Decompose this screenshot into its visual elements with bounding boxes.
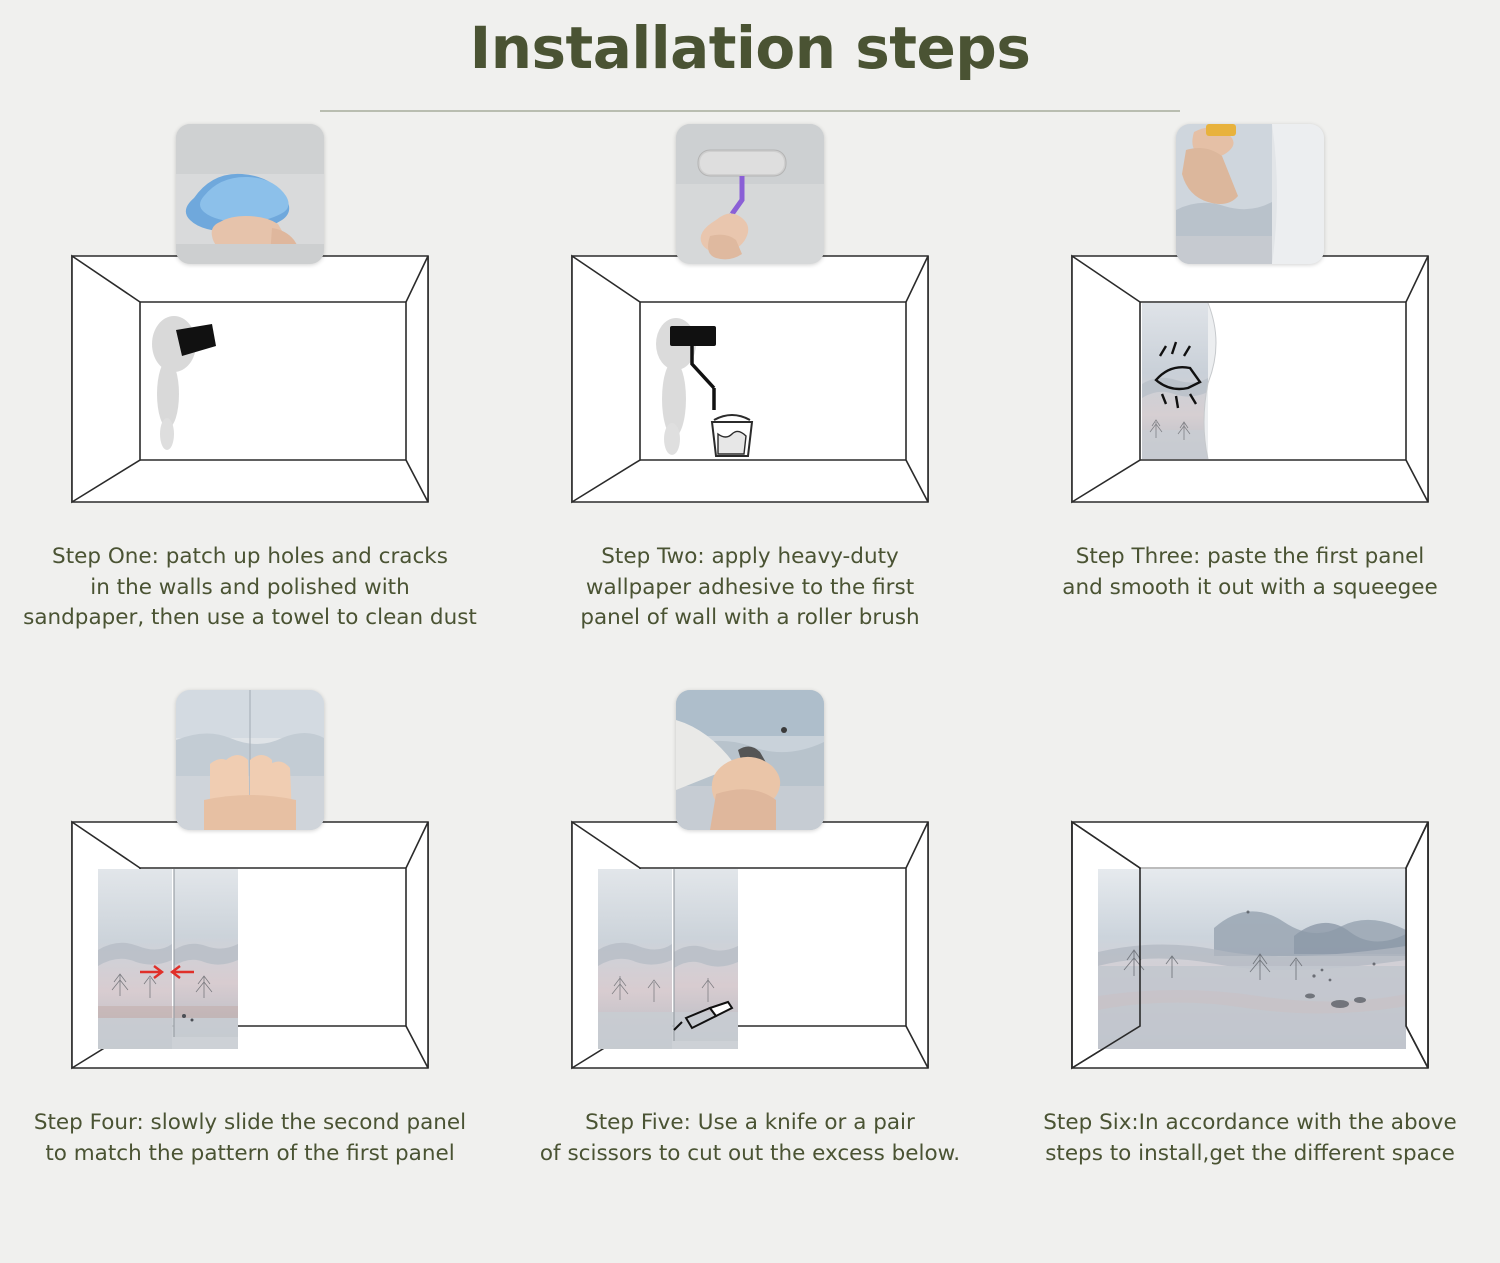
wallpaper-panels <box>598 869 738 1049</box>
wallpaper-panels <box>98 869 238 1049</box>
title-divider <box>320 110 1180 112</box>
caption-line: Step Three: paste the first panel <box>1075 544 1425 569</box>
caption-line: steps to install,get the different space <box>1045 1140 1455 1166</box>
caption-line: Step Two: apply heavy-duty <box>601 544 899 569</box>
step-three-thumbnail <box>1176 124 1324 264</box>
step-card-three <box>1000 124 1500 684</box>
step-card-two <box>500 124 1000 684</box>
step-two-thumbnail <box>676 124 824 264</box>
step-card-one <box>0 124 500 684</box>
step-five-thumbnail <box>676 690 824 830</box>
step-five-caption <box>500 1108 1000 1169</box>
room-outline-svg <box>1064 234 1436 524</box>
step-card-five <box>500 684 1000 1244</box>
caption-line: Step Four: slowly slide the second panel <box>33 1110 467 1135</box>
step-card-six <box>1000 684 1500 1244</box>
caption-line: Step One: patch up holes and cracks <box>52 544 448 569</box>
caption-line: Step Five: Use a knife or a pair <box>585 1110 915 1135</box>
step-card-four <box>0 684 500 1244</box>
first-wallpaper-panel <box>1142 303 1216 459</box>
steps-grid <box>0 124 1500 1244</box>
room-outline-svg <box>64 800 436 1090</box>
caption-line: to match the pattern of the first panel <box>45 1140 455 1166</box>
step-two-caption <box>500 542 1000 634</box>
hands-sliding-panel-photo <box>176 690 324 830</box>
room-illustration-six <box>1064 800 1436 1090</box>
step-four-caption <box>0 1108 500 1169</box>
hand-with-blue-cloth-photo <box>176 124 324 264</box>
caption-line: wallpaper adhesive to the first <box>585 574 915 600</box>
room-illustration-five <box>564 800 936 1090</box>
page-title: Installation steps <box>469 14 1031 82</box>
room-outline-svg <box>64 234 436 524</box>
room-illustration-one <box>64 234 436 524</box>
adhesive-bucket-icon <box>712 415 752 456</box>
room-outline-svg <box>564 800 936 1090</box>
step-six-caption <box>1000 1108 1500 1169</box>
caption-line: and smooth it out with a squeegee <box>1062 574 1438 600</box>
step-four-thumbnail <box>176 690 324 830</box>
person-pasting-panel-photo <box>1176 124 1324 264</box>
room-illustration-two <box>564 234 936 524</box>
step-three-caption <box>1000 542 1500 603</box>
full-wall-mural <box>1098 869 1406 1049</box>
room-illustration-three <box>1064 234 1436 524</box>
hand-cutting-with-knife-photo <box>676 690 824 830</box>
room-outline-svg <box>1064 800 1436 1090</box>
step-one-caption <box>0 542 500 634</box>
caption-line: of scissors to cut out the excess below. <box>539 1140 961 1166</box>
caption-line: panel of wall with a roller brush <box>580 605 920 631</box>
room-illustration-four <box>64 800 436 1090</box>
step-one-thumbnail <box>176 124 324 264</box>
paint-roller-photo <box>676 124 824 264</box>
room-outline-svg <box>564 234 936 524</box>
caption-line: sandpaper, then use a towel to clean dust <box>23 605 477 631</box>
caption-line: in the walls and polished with <box>90 574 410 600</box>
caption-line: Step Six:In accordance with the above <box>1043 1110 1457 1135</box>
